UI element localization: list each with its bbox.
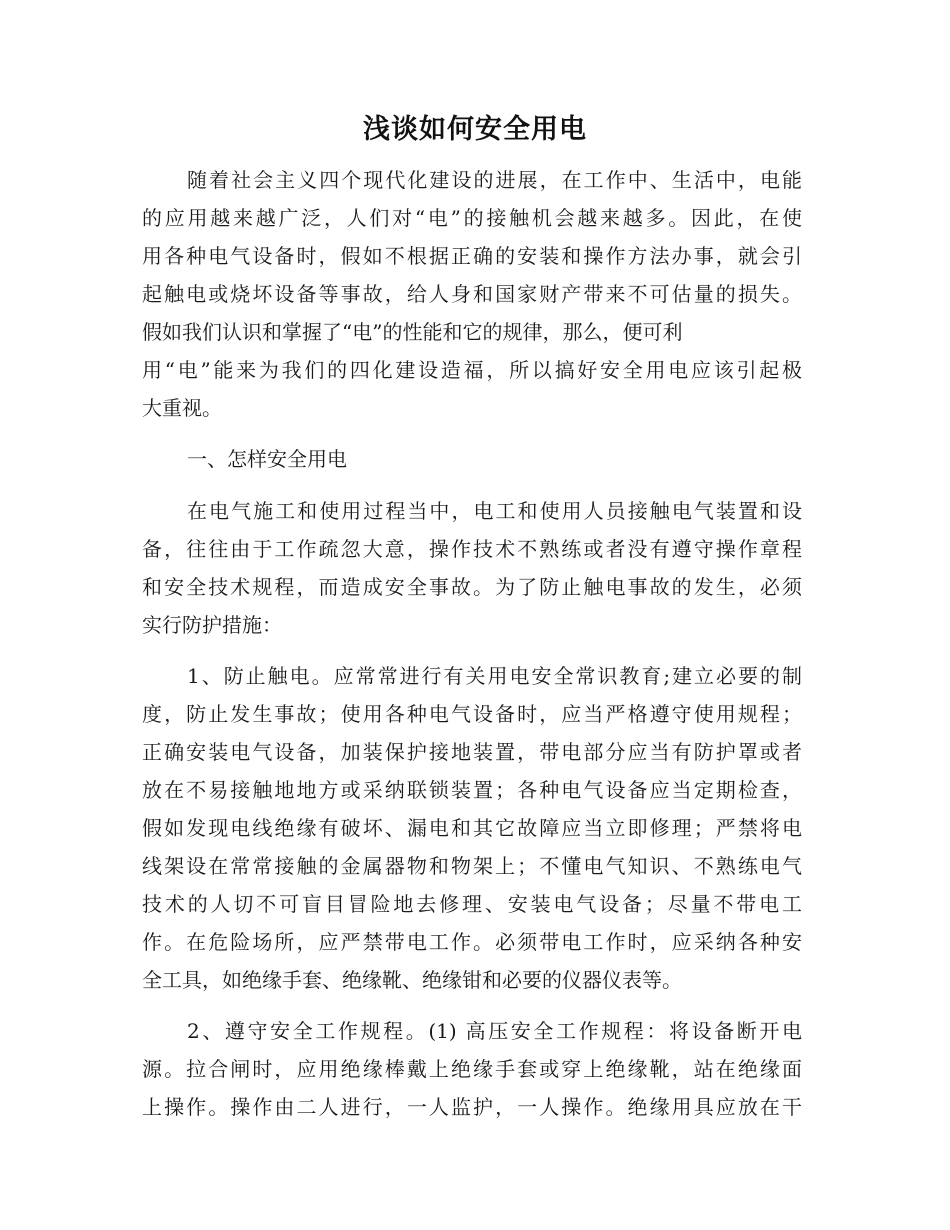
text-line: 上操作。操作由二人进行，一人监护，一人操作。绝缘用具应放在干 — [142, 1095, 802, 1119]
text-line: 技术的人切不可盲目冒险地去修理、安装电气设备；尽量不带电工 — [142, 892, 802, 916]
text-line: 起触电或烧坏设备等事故，给人身和国家财产带来不可估量的损失。 — [142, 282, 802, 306]
text-line: 假如发现电线绝缘有破坏、漏电和其它故障应当立即修理；严禁将电 — [142, 816, 802, 840]
text-line: 用“电”能来为我们的四化建设造福，所以搞好安全用电应该引起极 — [142, 358, 802, 382]
text-line: 全工具，如绝缘手套、绝缘靴、绝缘钳和必要的仪器仪表等。 — [142, 968, 682, 992]
text-line: 源。拉合闸时，应用绝缘棒戴上绝缘手套或穿上绝缘靴，站在绝缘面 — [142, 1057, 802, 1081]
text-line: 用各种电气设备时，假如不根据正确的安装和操作方法办事，就会引 — [142, 244, 802, 268]
document-title: 浅谈如何安全用电 — [363, 114, 587, 145]
text-line: 备，往往由于工作疏忽大意，操作技术不熟练或者没有遵守操作章程 — [142, 537, 802, 561]
text-line: 度，防止发生事故；使用各种电气设备时，应当严格遵守使用规程； — [142, 702, 802, 726]
text-line: 大重视。 — [142, 396, 222, 420]
text-line: 假如我们认识和掌握了“电”的性能和它的规律，那么，便可利 — [142, 320, 683, 344]
text-line: 正确安装电气设备，加装保护接地装置，带电部分应当有防护罩或者 — [142, 740, 802, 764]
text-line: 在电气施工和使用过程当中，电工和使用人员接触电气装置和设 — [187, 499, 802, 523]
text-line: 2、遵守安全工作规程。(1) 高压安全工作规程：将设备断开电 — [187, 1019, 802, 1043]
text-line: 作。在危险场所，应严禁带电工作。必须带电工作时，应采纳各种安 — [142, 930, 802, 954]
text-line: 随着社会主义四个现代化建设的进展，在工作中、生活中，电能 — [187, 168, 802, 192]
text-line: 1、防止触电。应常常进行有关用电安全常识教育;建立必要的制 — [187, 664, 802, 688]
text-line: 和安全技术规程，而造成安全事故。为了防止触电事故的发生，必须 — [142, 575, 802, 599]
section-heading: 一、怎样安全用电 — [187, 447, 347, 471]
text-line: 线架设在常常接触的金属器物和物架上；不懂电气知识、不熟练电气 — [142, 854, 802, 878]
text-line: 的应用越来越广泛，人们对“电”的接触机会越来越多。因此，在使 — [142, 206, 802, 230]
text-line: 放在不易接触地地方或采纳联锁装置；各种电气设备应当定期检查， — [142, 778, 802, 802]
text-line: 实行防护措施： — [142, 613, 282, 637]
